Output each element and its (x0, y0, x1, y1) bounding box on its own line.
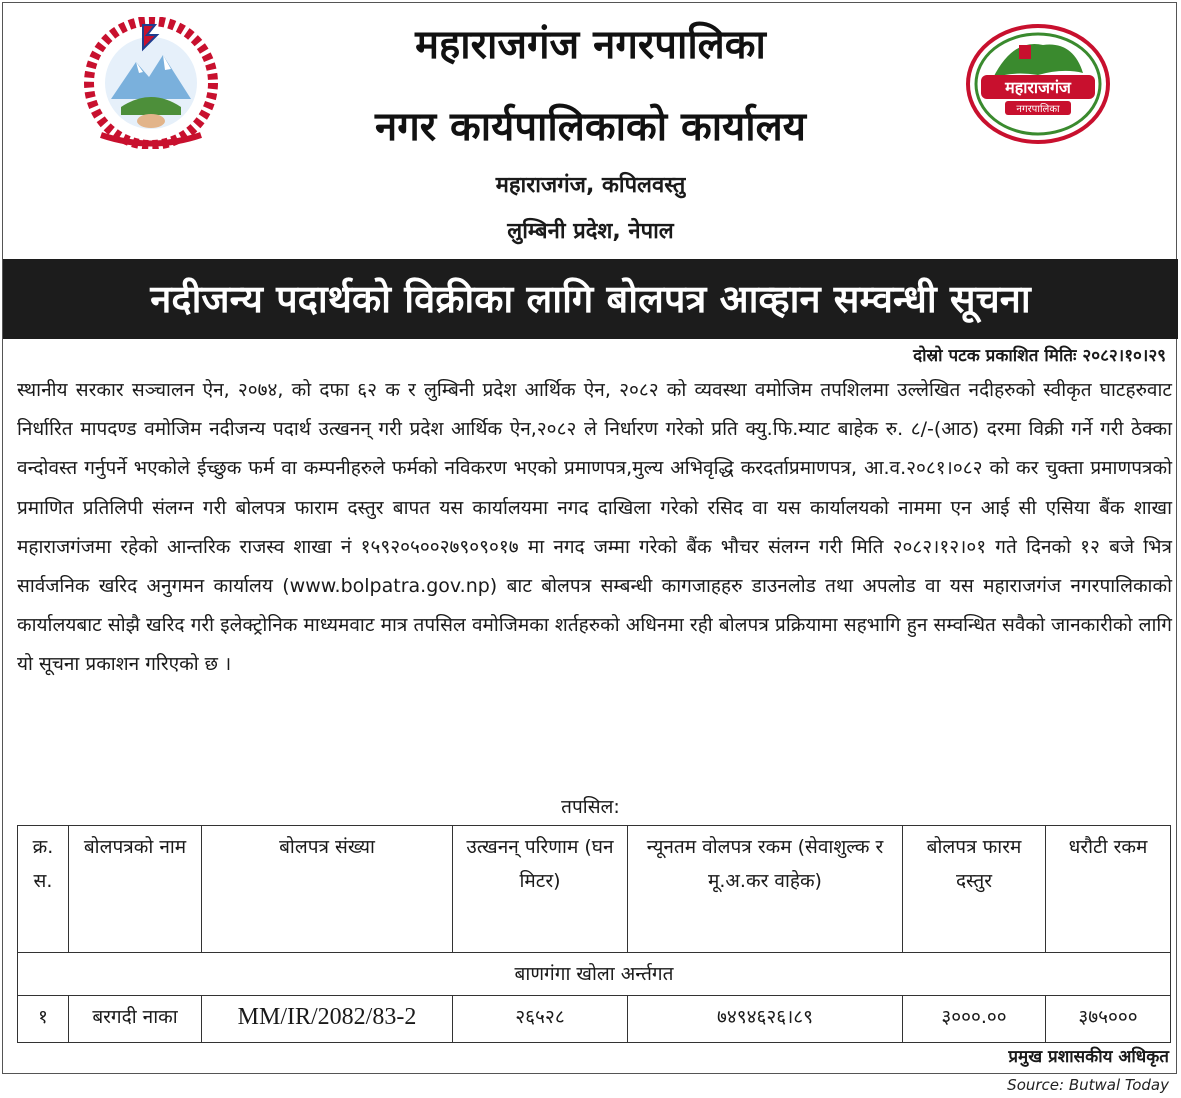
cell-deposit-amount: ३७५००० (1046, 996, 1171, 1043)
notice-body: स्थानीय सरकार सञ्चालन ऐन, २०७४, को दफा ६२ क र लुम्बिनी प्रदेश आर्थिक ऐन, २०८२ को व्यवस्था वमोजिम तपशिलमा उल्लेखित नदीहरुको स्वीकृत घाटहरुवाट निर्धारित मापदण्ड वमोजिम नदीजन्य पदार्थ उत्खनन् गरी प्रदेश आर्थिक ऐन,२०८२ ले निर्धारण गरेको प्रति क्यु.फि.म्याट बाहेक रु. ८/-(आठ) दरमा विक्री गर्ने गरी ठेक्का वन्दोवस्त गर्नुपर्ने भएकोले ईच्छुक फर्म वा कम्पनीहरुले फर्मको नविकरण भएको प्रमाणपत्र,मुल्य अभिवृद्धि करदर्ताप्रमाणपत्र, आ.व.२०८१।०८२ को कर चुक्ता प्रमाणपत्रको प्रमाणित प्रतिलिपी संलग्न गरी बोलपत्र फाराम दस्तुर बापत यस कार्यालयमा नगद दाखिला गरेको रसिद वा यस कार्यालयको नाममा एन आई सी एसिया बैंक शाखा महाराजगंजमा रहेको आन्तरिक राजस्व शाखा नं १५९२०५००२७९०९०१७ मा नगद जम्मा गरेको बैंक भौचर संलग्न गरी मिति २०८२।१२।०१ गते दिनको १२ बजे भित्र सार्वजनिक खरिद अनुगमन कार्यालय (www.bolpatra.gov.np) बाट बोलपत्र सम्बन्धी कागजाहहरु डाउनलोड तथा अपलोड वा यस महाराजगंज नगरपालिकाको कार्यालयबाट सोझै खरिद गरी इलेक्ट्रोनिक माध्यमवाट मात्र तपसिल वमोजिमका शर्तहरुको अधिनमा रही बोलपत्र प्रक्रियामा सहभागि हुन सम्वन्धित सवैको जानकारीको लागि यो सूचना प्रकाशन गरिएको छ । (17, 379, 1172, 676)
schedule-label: तपसिल: (561, 796, 620, 818)
published-date: दोस्रो पटक प्रकाशित मितिः २०८२।१०।२९ (913, 346, 1166, 366)
address-line-2: लुम्बिनी प्रदेश, नेपाल (507, 219, 674, 244)
cell-tender-number: MM/IR/2082/83-2 (202, 996, 453, 1043)
office-title: नगर कार्यपालिकाको कार्यालय (375, 104, 806, 150)
header-minimum-bid-amount: न्यूनतम वोलपत्र रकम (सेवाशुल्क र मू.अ.कर वाहेक) (628, 826, 903, 953)
cell-tender-name: बरगदी नाका (69, 996, 202, 1043)
header-deposit-amount: धरौटी रकम (1046, 826, 1171, 953)
signature-title: प्रमुख प्रशासकीय अधिकृत (1008, 1047, 1169, 1067)
logo-subtext: नगरपालिका (1016, 104, 1060, 115)
cell-excavation-quantity: २६५२८ (453, 996, 628, 1043)
tender-table (17, 825, 1171, 1043)
section-label: बाणगंगा खोला अर्न्तगत (18, 953, 1171, 996)
address-line-1: महाराजगंज, कपिलवस्तु (495, 173, 686, 198)
header-tender-number: बोलपत्र संख्या (202, 826, 453, 953)
header-sn: क्र. स. (18, 826, 69, 953)
header (3, 3, 1178, 259)
table-header-row (18, 826, 1171, 953)
source-credit: Source: Butwal Today (1007, 1076, 1169, 1094)
cell-form-fee: ३०००.०० (903, 996, 1046, 1043)
cell-sn: १ (18, 996, 69, 1043)
notice-title-banner: नदीजन्य पदार्थको विक्रीका लागि बोलपत्र आव्हान सम्वन्धी सूचना (3, 259, 1178, 339)
logo-text: महाराजगंज (1005, 78, 1071, 97)
cell-minimum-bid-amount: ७४९४६२६।८९ (628, 996, 903, 1043)
notice-page (2, 2, 1177, 1074)
header-tender-name: बोलपत्रको नाम (69, 826, 202, 953)
table-section-row (18, 953, 1171, 996)
municipality-logo (963, 23, 1113, 145)
header-excavation-quantity: उत्खनन् परिणाम (घन मिटर) (453, 826, 628, 953)
header-form-fee: बोलपत्र फारम दस्तुर (903, 826, 1046, 953)
table-row (18, 996, 1171, 1043)
municipality-title: महाराजगंज नगरपालिका (415, 22, 766, 68)
